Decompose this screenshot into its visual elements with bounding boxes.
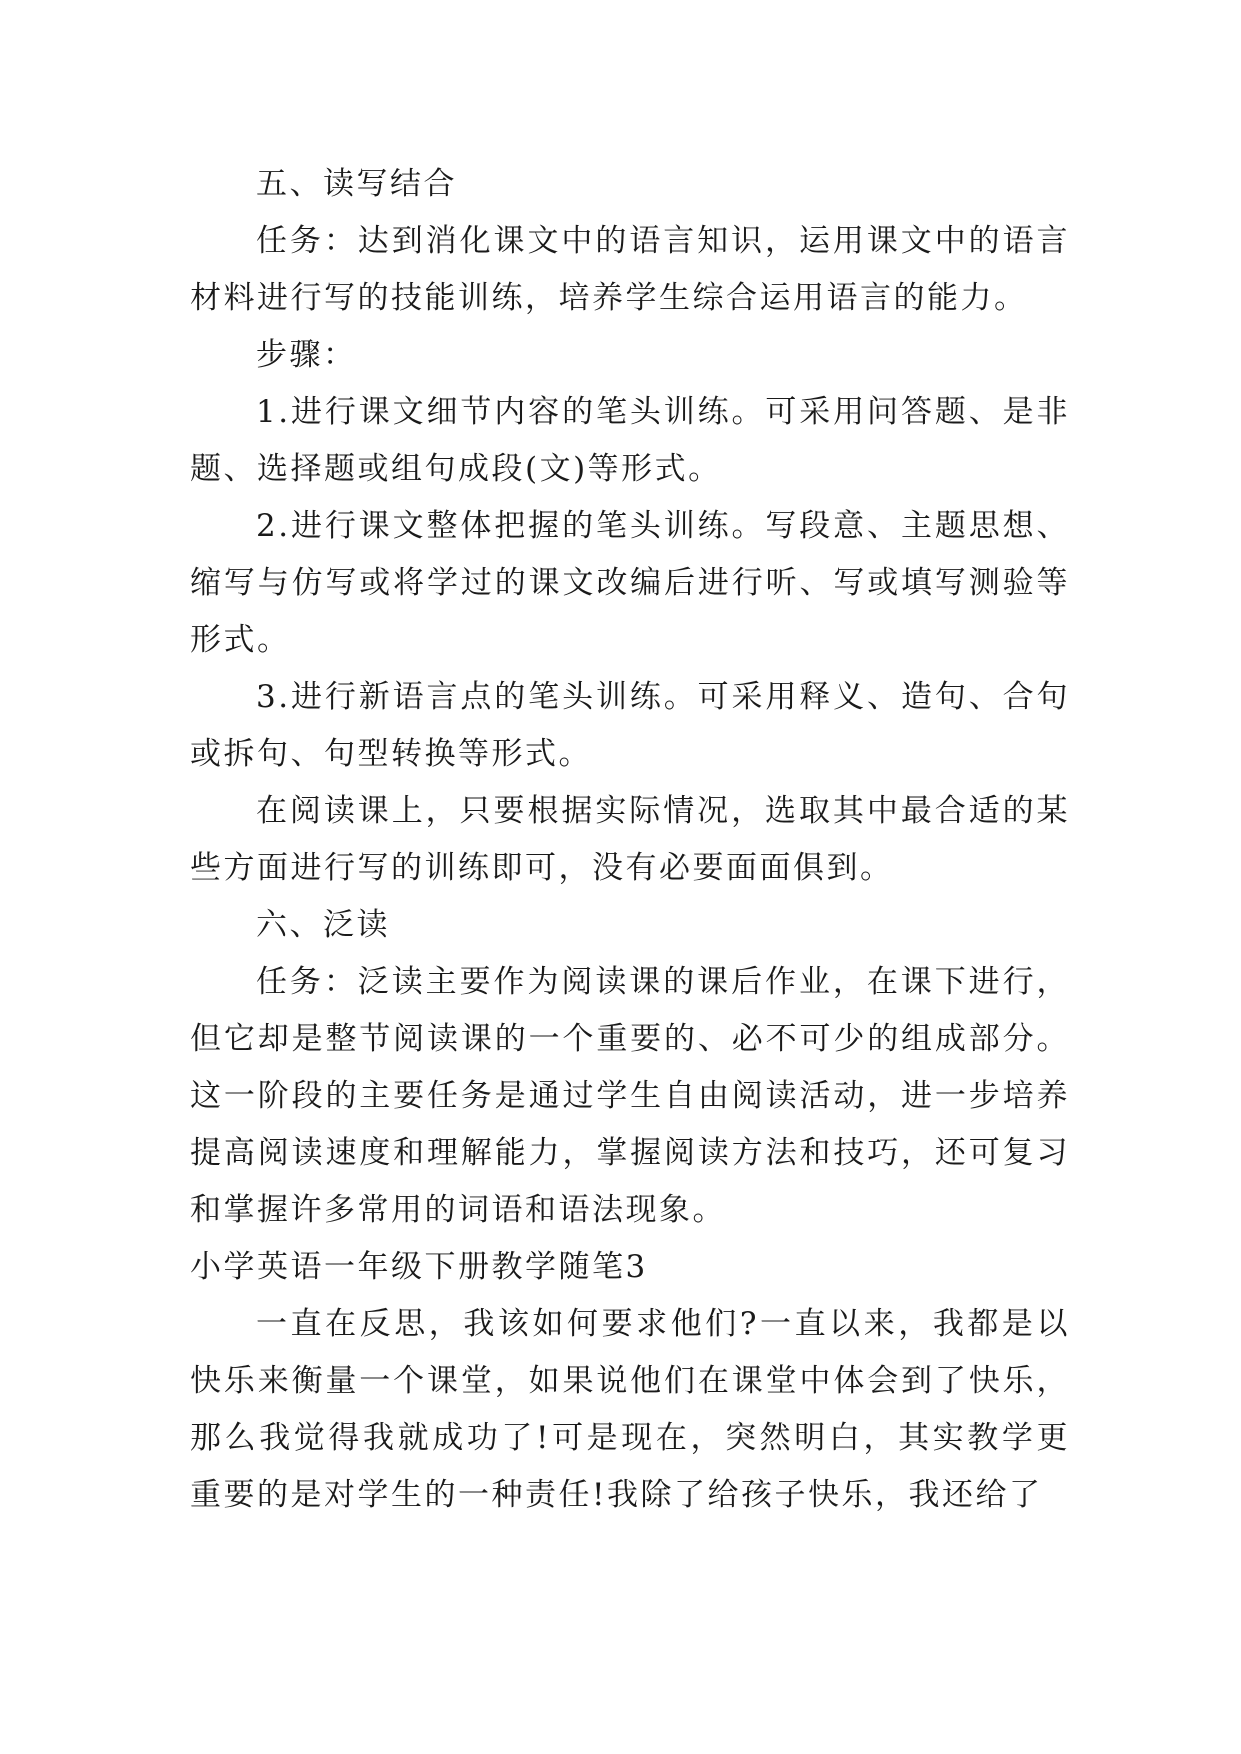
paragraph-step-1: 1.进行课文细节内容的笔头训练。可采用问答题、是非题、选择题或组句成段(文)等形式。 xyxy=(190,394,1070,487)
section-heading-reading-writing: 五、读写结合 xyxy=(256,166,457,202)
paragraph-reading-class-note: 在阅读课上，只要根据实际情况，选取其中最合适的某些方面进行写的训练即可，没有必要面面俱到。 xyxy=(190,793,1070,886)
paragraph-task-1: 任务：达到消化课文中的语言知识，运用课文中的语言材料进行写的技能训练，培养学生综合运用语言的能力。 xyxy=(190,223,1070,316)
document-body xyxy=(190,156,1070,1524)
paragraph-task-2: 任务：泛读主要作为阅读课的课后作业，在课下进行，但它却是整节阅读课的一个重要的、必不可少的组成部分。这一阶段的主要任务是通过学生自由阅读活动，进一步培养提高阅读速度和理解能力，掌握阅读方法和技巧，还可复习和掌握许多常用的词语和语法现象。 xyxy=(190,964,1070,1228)
paragraph-steps-label: 步骤： xyxy=(256,337,357,373)
paragraph-reflection: 一直在反思，我该如何要求他们?一直以来，我都是以快乐来衡量一个课堂，如果说他们在课堂中体会到了快乐，那么我觉得我就成功了!可是现在，突然明白，其实教学更重要的是对学生的一种责任!我除了给孩子快乐，我还给了 xyxy=(190,1306,1070,1513)
essay-title: 小学英语一年级下册教学随笔3 xyxy=(190,1249,648,1285)
paragraph-step-2: 2.进行课文整体把握的笔头训练。写段意、主题思想、缩写与仿写或将学过的课文改编后进行听、写或填写测验等形式。 xyxy=(190,508,1070,658)
section-heading-extensive-reading: 六、泛读 xyxy=(256,907,390,943)
paragraph-step-3: 3.进行新语言点的笔头训练。可采用释义、造句、合句或拆句、句型转换等形式。 xyxy=(190,679,1070,772)
